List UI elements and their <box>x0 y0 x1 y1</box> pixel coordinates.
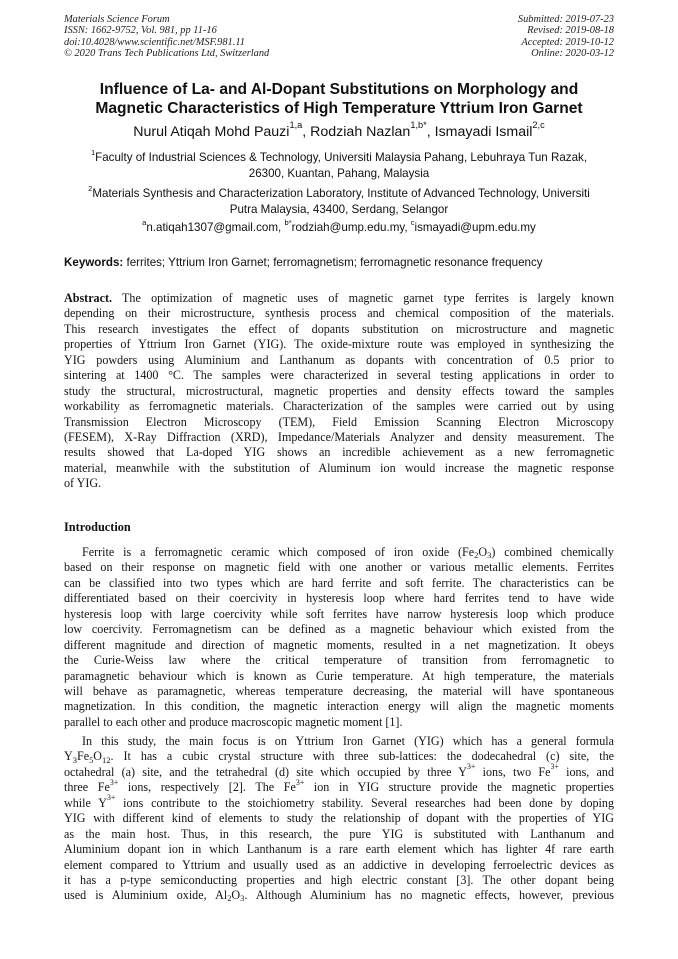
affiliation-1 <box>56 147 622 182</box>
body-line: element compared to Yttrium and usually used as an addictive in developing ferroelectric devices as <box>64 857 614 872</box>
body-line: used is Aluminium oxide, $Al_2O_3$. Although Aluminium has no magnetic effects, however, previous <box>64 888 614 904</box>
affil-mark: 1 <box>90 147 96 157</box>
body-line: as the main host. Thus, in this research, the pure YIG is substituted with Lanthanum and <box>64 826 614 841</box>
abstract-line: material, meanwhile with the substitution of Aluminum ion would increase the magnetic response <box>64 460 614 475</box>
abstract-line: YIG powders using Aluminium and Lanthanum as dopants with concentration of 0.5 prior to <box>64 352 614 367</box>
keywords-label: Keywords: <box>64 256 124 269</box>
body-line: Ferrite is a ferromagnetic ceramic which composed of iron oxide $(Fe_2O_3)$ combined chemically <box>82 545 614 561</box>
body-line: YIG with different kind of elements to study the relationship of dopant with the properties of YIG <box>64 811 614 826</box>
body-line: based on their response on magnetic field with one another or various metallic elements. Ferrites <box>64 560 614 575</box>
affil-line: 26300, Kuantan, Pahang, Malaysia <box>248 167 430 180</box>
keywords <box>64 256 543 269</box>
abstract-line: Transmission Electron Microscopy (TEM), Field Emission Scanning Electron Microscopy <box>64 414 614 429</box>
abstract-line: depending on their microstructure, synthesis process and chemical composition of the materials. <box>64 306 614 321</box>
body-line: low coercivity. Ferromagnetism can be defined as a magnetic behaviour which existed from the <box>64 622 614 637</box>
introduction-paragraph-1 <box>64 545 614 730</box>
revised-date: Revised: 2019-08-18 <box>527 25 614 37</box>
affil-line: Materials Synthesis and Characterization Laboratory, Institute of Advanced Technology, Universiti <box>92 187 590 200</box>
abstract-line: properties of Yttrium Iron Garnet (YIG). The oxide-mixture route was employed in synthesizing the <box>64 337 614 352</box>
author-affil-mark: 1,a <box>289 120 303 131</box>
author-emails <box>40 217 638 234</box>
introduction-paragraph-2 <box>64 734 614 904</box>
body-line: different magnitude and direction of magnetic moments, resulted in a net magnetization. It obeys <box>64 637 614 652</box>
paper-title <box>40 80 638 118</box>
title-line-2: Magnetic Characteristics of High Temperature Yttrium Iron Garnet <box>95 100 583 117</box>
email-link[interactable]: rodziah@ump.edu.my <box>291 221 405 234</box>
body-line: differentiated based on their coercivity in hysteresis loop where hard ferrites tend to have wide <box>64 591 614 606</box>
abstract-line: (FESEM), X-Ray Diffraction (XRD), Impedance/Materials Analyzer and density measurement. The <box>64 429 614 444</box>
body-line: magnetization. In this condition, the magnetic interaction energy will align the magnetic moments <box>64 699 614 714</box>
affiliation-2 <box>56 183 622 218</box>
email-link[interactable]: ismayadi@upm.edu.my <box>414 221 536 234</box>
online-date: Online: 2020-03-12 <box>531 47 614 59</box>
body-line: hysteresis loop with large coercivity while soft ferrites have narrow hysteresis loop which produce <box>64 606 614 621</box>
body-line: the Curie-Weiss law where the critical temperature of transition from ferromagnetic to <box>64 653 614 668</box>
email-separator: , <box>404 221 411 234</box>
abstract-line: study the structural, microstructural, magnetic properties and density effects toward the samples <box>64 383 614 398</box>
affil-mark: 2 <box>88 183 93 193</box>
email-mark: a <box>142 217 147 227</box>
section-heading-introduction: Introduction <box>64 520 131 534</box>
body-line: while $Y^{3+}$ ions contribute to the stoichiometry stability. Several researches had been done by doping <box>64 793 614 810</box>
abstract-label: Abstract. <box>64 291 113 305</box>
body-line: octahedral (a) site, and the tetrahedral (d) site which occupied by three $Y^{3+}$ ions, two $Fe^{3+}$ ions, and <box>64 762 614 779</box>
publication-dates <box>518 14 614 59</box>
body-line: it has a p-type semiconducting properties and high electric constant [3]. The other dopant being <box>64 872 614 887</box>
author-affil-mark: 1,b* <box>410 120 427 131</box>
doi: doi:10.4028/www.scientific.net/MSF.981.11 <box>64 36 245 48</box>
email-link[interactable]: n.atiqah1307@gmail.com <box>146 221 278 234</box>
body-line: In this study, the main focus is on Yttrium Iron Garnet (YIG) which has a general formula <box>82 734 614 748</box>
author-name: Nurul Atiqah Mohd Pauzi <box>133 124 290 140</box>
email-mark: c <box>410 217 415 227</box>
body-line: will behave as paramagnetic, whereas temperature decreasing, the material will have spontaneous <box>64 683 614 698</box>
author-separator: , <box>302 124 311 140</box>
abstract-line: results showed that La-doped YIG shows an incredible achievement as a new ferromagnetic <box>64 445 614 460</box>
accepted-date: Accepted: 2019-10-12 <box>521 36 614 48</box>
body-line: Aluminium dopant ion in which Lanthanum is a rare earth element which has lighter 4f rare earth <box>64 842 614 857</box>
abstract-line: This research investigates the effect of dopants substitution on microstructure and magnetic <box>64 321 614 336</box>
abstract <box>64 291 614 492</box>
abstract-line: Abstract. The optimization of magnetic uses of magnetic garnet type ferrites is largely known <box>64 291 614 305</box>
author-name: Rodziah Nazlan <box>310 124 411 140</box>
body-line: three $Fe^{3+}$ ions, respectively [2]. The $Fe^{3+}$ ion in YIG structure provide the magnetic properties <box>64 777 614 795</box>
body-line: parallel to each other and produce macroscopic magnetic moment [1]. <box>64 714 403 729</box>
email-mark: b* <box>284 217 292 227</box>
issn-volume: ISSN: 1662-9752, Vol. 981, pp 11-16 <box>64 25 217 37</box>
author-name: Ismayadi Ismail <box>434 124 533 140</box>
keywords-text: ferrites; Yttrium Iron Garnet; ferromagnetism; ferromagnetic resonance frequency <box>123 256 543 269</box>
body-line: can be classified into two types which are hard ferrite and soft ferrite. The characteristics can be <box>64 575 614 590</box>
submitted-date: Submitted: 2019-07-23 <box>517 14 614 25</box>
affil-line: Putra Malaysia, 43400, Serdang, Selangor <box>229 203 449 216</box>
copyright: © 2020 Trans Tech Publications Ltd, Switzerland <box>64 47 270 59</box>
author-separator: , <box>426 124 435 140</box>
abstract-line: workability as ferromagnetic materials. Characterization of the samples were carried out by using <box>64 399 614 414</box>
body-line: paramagnetic behaviour which is known as Curie temperature. At high temperature, the materials <box>64 668 614 683</box>
author-affil-mark: 2,c <box>532 120 545 131</box>
body-line: $Y_3Fe_5O_{12}$. It has a cubic crystal structure with three sub-lattices: the dodecahedral (c) site, the <box>64 749 614 765</box>
email-separator: , <box>278 221 285 234</box>
affil-line: Faculty of Industrial Sciences & Technology, Universiti Malaysia Pahang, Lebuhraya Tun Razak, <box>95 151 588 164</box>
journal-name: Materials Science Forum <box>64 14 170 25</box>
journal-info <box>64 14 269 59</box>
abstract-line: of YIG. <box>64 476 102 491</box>
abstract-line: sintering at 1400 °C. The samples were characterized in several testing applications in order to <box>64 368 614 383</box>
title-line-1: Influence of La- and Al-Dopant Substitutions on Morphology and <box>99 81 579 98</box>
author-list <box>20 120 658 140</box>
